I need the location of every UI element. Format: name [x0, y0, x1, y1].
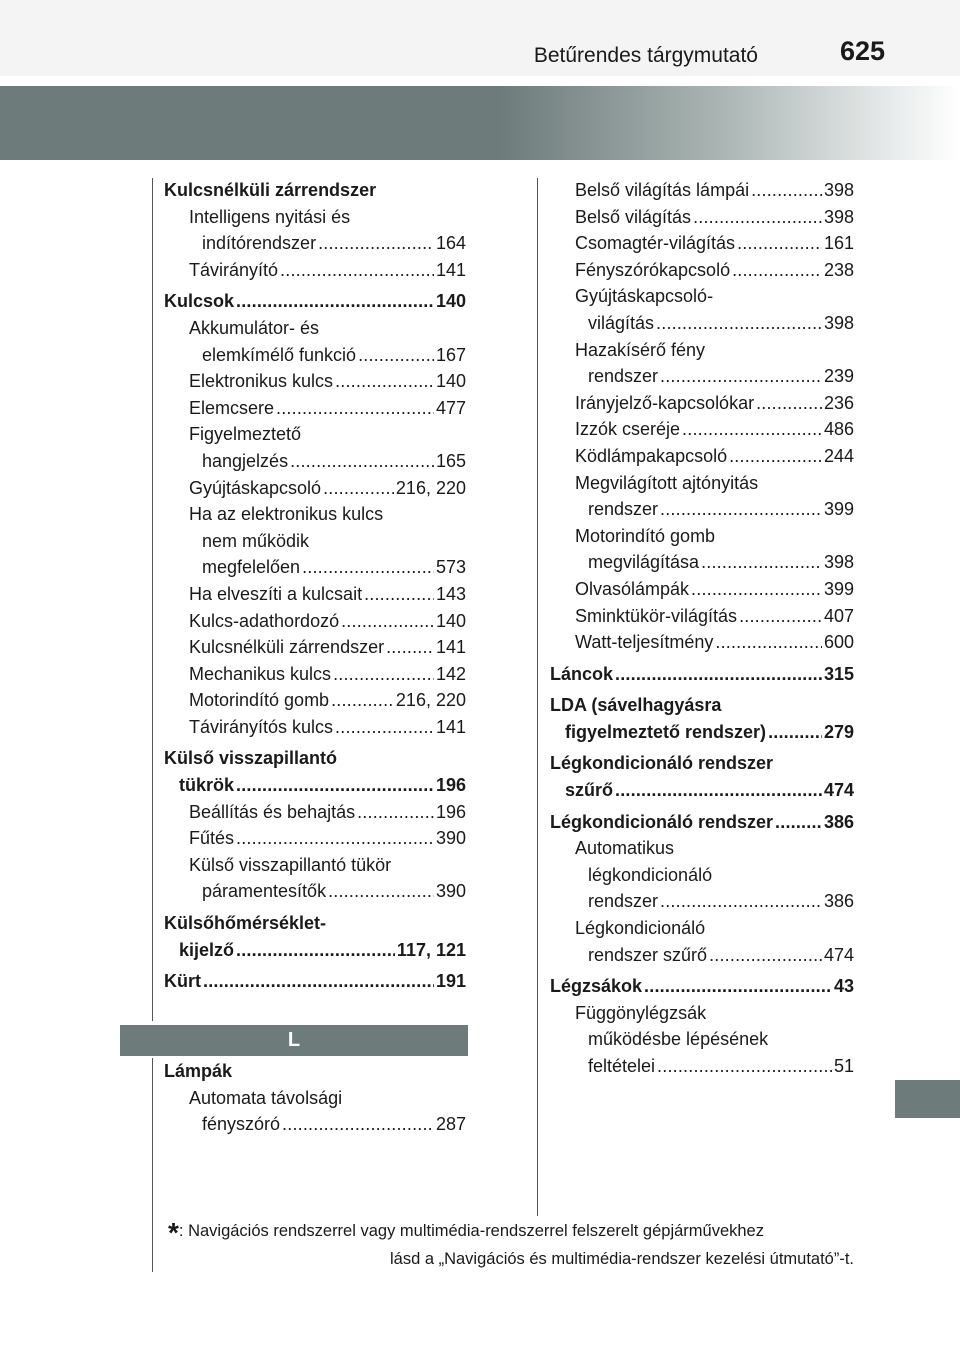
dot-leader: [282, 1111, 434, 1138]
index-entry-text: működésbe lépésének: [588, 1029, 769, 1050]
index-entry-page: 390: [435, 828, 466, 849]
index-entry-text: megfelelően: [202, 557, 301, 578]
index-entry-text: Elemcsere: [189, 397, 275, 418]
index-entry-page: 399: [823, 499, 854, 520]
index-entry: [164, 852, 466, 905]
index-entry: [550, 257, 854, 284]
index-entry: [164, 745, 466, 798]
index-entry-text: Belső világítás lámpái: [575, 180, 750, 200]
index-entry-text: Olvasólámpák: [575, 578, 690, 599]
index-entry-page: 398: [823, 206, 854, 227]
index-entry: [164, 501, 466, 581]
dot-leader: [739, 603, 822, 630]
index-entry: [164, 421, 466, 474]
index-entry-text: Fűtés: [189, 828, 235, 849]
index-entry-text: tükrök: [179, 775, 235, 796]
index-entry-page: 51: [833, 1056, 854, 1076]
index-entry: [164, 204, 466, 257]
dot-leader: [732, 257, 822, 284]
index-entry-text: Gyújtáskapcsoló: [189, 477, 322, 498]
index-entry-page: 474: [823, 944, 854, 965]
index-entry-page: 141: [435, 259, 466, 280]
index-column-right: [550, 177, 854, 1080]
index-entry-text: Láncok: [550, 663, 614, 684]
index-entry: [550, 283, 854, 336]
dot-leader: [737, 230, 822, 257]
dot-leader: [236, 825, 434, 852]
index-entry-page: 390: [435, 881, 466, 902]
index-entry-text: Kulcsok: [164, 291, 235, 312]
index-entry-page: 140: [435, 291, 466, 312]
index-entry-page: 386: [823, 891, 854, 912]
index-entry-text: Külső visszapillantó: [164, 748, 338, 769]
index-entry-text: Intelligens nyitási és: [189, 206, 351, 227]
index-entry-page: 216, 220: [395, 690, 466, 711]
index-entry-page: 141: [435, 716, 466, 737]
index-entry-page: 167: [435, 344, 466, 365]
dot-leader: [660, 888, 822, 915]
index-entry-text: Automata távolsági: [189, 1087, 343, 1108]
index-entry-page: 141: [435, 637, 466, 658]
dot-leader: [701, 549, 822, 576]
dot-leader: [364, 581, 434, 608]
index-entry-text: Légkondicionáló: [575, 918, 706, 939]
index-entry: [550, 523, 854, 576]
index-entry: [550, 603, 854, 630]
dot-leader: [236, 937, 395, 964]
index-entry: [164, 368, 466, 395]
index-entry-page: 238: [823, 259, 854, 280]
index-entry-text: Figyelmeztető: [189, 424, 302, 445]
index-entry-page: 399: [823, 578, 854, 599]
dot-leader: [615, 777, 822, 804]
index-entry-text: világítás: [588, 312, 655, 333]
index-entry: [164, 687, 466, 714]
index-entry: [164, 1058, 466, 1085]
index-entry-text: Hazakísérő fény: [575, 339, 706, 360]
footnote: [168, 1218, 854, 1272]
index-entry-text: Távirányítós kulcs: [189, 716, 334, 737]
index-entry-text: Gyújtáskapcsoló-: [575, 286, 714, 307]
index-entry-text: rendszer: [588, 366, 659, 387]
dot-leader: [290, 448, 434, 475]
index-entry: [164, 714, 466, 741]
index-entry: [550, 809, 854, 836]
index-entry-text: Beállítás és behajtás: [189, 801, 356, 822]
index-entry: [164, 825, 466, 852]
index-entry-page: 216, 220: [395, 477, 466, 498]
index-entry: [164, 257, 466, 284]
index-entry-page: 477: [435, 397, 466, 418]
index-entry-page: 191: [435, 971, 466, 992]
index-entry-text: Izzók cseréje: [575, 419, 681, 440]
dot-leader: [323, 475, 394, 502]
index-entry: [550, 915, 854, 968]
dot-leader: [691, 576, 822, 603]
index-entry-text: Mechanikus kulcs: [189, 663, 332, 684]
index-entry: [550, 230, 854, 257]
index-entry-page: 315: [823, 663, 854, 684]
index-entry: [550, 416, 854, 443]
index-entry-page: 117, 121: [396, 939, 466, 960]
index-entry-text: Motorindító gomb: [189, 690, 330, 711]
index-entry-page: 165: [435, 450, 466, 471]
dot-leader: [644, 973, 832, 1000]
index-entry-text: Kulcsnélküli zárrendszer: [189, 637, 385, 658]
index-entry: [550, 1000, 854, 1080]
dot-leader: [657, 1053, 832, 1080]
dot-leader: [768, 719, 822, 746]
index-entry: [550, 177, 854, 204]
footnote-text-1: : Navigációs rendszerrel vagy multimédia-rendszerrel felszerelt gépjárművekhez: [178, 1222, 764, 1240]
index-entry-page: 474: [823, 780, 854, 801]
index-entry-page: 236: [823, 392, 854, 413]
dot-leader: [751, 177, 822, 204]
index-entry: [550, 973, 854, 1000]
footnote-marker: *: [168, 1217, 179, 1248]
index-entry: [550, 835, 854, 915]
index-entry-text: Külsőhőmérséklet-: [164, 913, 327, 934]
index-side-tab: [895, 1080, 960, 1118]
index-entry: [164, 581, 466, 608]
index-entry-page: 140: [435, 610, 466, 631]
dot-leader: [660, 363, 822, 390]
dot-leader: [276, 395, 434, 422]
index-entry: [550, 576, 854, 603]
index-entry-text: kijelző: [179, 939, 235, 960]
index-entry-page: 239: [823, 366, 854, 387]
index-entry-text: Watt-teljesítmény: [575, 632, 714, 653]
index-entry: [164, 177, 466, 204]
index-entry: [164, 315, 466, 368]
index-entry-text: fényszóró: [202, 1114, 281, 1135]
footnote-line-2: lásd a „Navigációs és multimédia-rendszer kezelési útmutató”-t.: [389, 1250, 854, 1268]
index-entry-text: elemkímélő funkció: [202, 344, 357, 365]
index-entry: [550, 204, 854, 231]
index-entry-text: Csomagtér-világítás: [575, 233, 736, 254]
dot-leader: [386, 634, 434, 661]
dot-leader: [280, 257, 434, 284]
index-entry: [164, 661, 466, 688]
page-number: 625: [839, 36, 885, 66]
index-entry-text: feltételei: [588, 1056, 656, 1076]
index-entry-text: Elektronikus kulcs: [189, 371, 334, 392]
dot-leader: [358, 342, 434, 369]
dot-leader: [615, 661, 822, 688]
index-entry-text: Függönylégzsák: [575, 1002, 707, 1023]
index-entry-page: 43: [833, 976, 854, 997]
index-entry-text: LDA (sávelhagyásra: [550, 695, 722, 716]
index-entry: [550, 390, 854, 417]
index-entry-text: Légkondicionáló rendszer: [550, 753, 774, 774]
index-entry-page: 164: [435, 233, 466, 254]
index-entry-text: rendszer: [588, 891, 659, 912]
index-entry-text: Légkondicionáló rendszer: [550, 811, 774, 832]
index-entry: [550, 692, 854, 745]
dot-leader: [335, 368, 434, 395]
index-entry-page: 386: [823, 811, 854, 832]
index-entry: [164, 1085, 466, 1138]
dot-leader: [203, 968, 434, 995]
header-strip: [0, 0, 960, 76]
index-entry: [164, 799, 466, 826]
dot-leader: [328, 878, 434, 905]
index-entry-text: Akkumulátor- és: [189, 317, 320, 338]
index-entry: [164, 968, 466, 995]
index-entry: [164, 634, 466, 661]
dot-leader: [302, 554, 434, 581]
index-entry: [550, 337, 854, 390]
section-letter-bar: L: [120, 1025, 468, 1056]
index-entry-text: Légzsákok: [550, 976, 643, 997]
index-entry-text: Kulcs-adathordozó: [189, 610, 340, 631]
index-entry-page: 573: [435, 557, 466, 578]
index-entry-text: Lámpák: [164, 1061, 233, 1081]
index-entry-text: Kulcsnélküli zárrendszer: [164, 180, 377, 200]
index-entry-page: 140: [435, 371, 466, 392]
index-entry-page: 287: [435, 1114, 466, 1135]
index-entry-text: megvilágítása: [588, 552, 700, 573]
index-entry-text: Ha elveszíti a kulcsait: [189, 583, 363, 604]
index-entry-page: 486: [823, 419, 854, 440]
index-entry-text: Irányjelző-kapcsolókar: [575, 392, 755, 413]
index-entry-text: rendszer szűrő: [588, 944, 708, 965]
index-entry-page: 600: [823, 632, 854, 653]
index-entry-text: páramentesítők: [202, 881, 327, 902]
index-entry-text: Kürt: [164, 971, 201, 992]
page-title: Betűrendes tárgymutató: [533, 44, 758, 67]
dot-leader: [660, 496, 822, 523]
index-entry-page: 244: [823, 445, 854, 466]
index-entry-page: 279: [823, 721, 854, 742]
index-entry-text: légkondicionáló: [588, 864, 713, 885]
left-column-rule: [152, 178, 153, 1021]
index-entry-text: nem működik: [202, 530, 310, 551]
index-entry-text: Motorindító gomb: [575, 525, 716, 546]
index-entry: [550, 750, 854, 803]
dot-leader: [318, 230, 434, 257]
index-entry-page: 142: [435, 663, 466, 684]
dot-leader: [335, 714, 434, 741]
dot-leader: [656, 310, 822, 337]
index-entry: [550, 470, 854, 523]
dot-leader: [333, 661, 434, 688]
index-entry-text: Ha az elektronikus kulcs: [189, 504, 384, 525]
index-entry-page: 196: [435, 801, 466, 822]
index-entry-text: Sminktükör-világítás: [575, 605, 738, 626]
dot-leader: [693, 204, 822, 231]
dot-leader: [756, 390, 822, 417]
dot-leader: [715, 629, 822, 656]
left-column-rule-lower: [152, 1058, 153, 1272]
header-banner: [0, 86, 960, 160]
index-entry-page: 161: [823, 233, 854, 254]
index-entry-text: figyelmeztető rendszer): [565, 721, 767, 742]
dot-leader: [331, 687, 394, 714]
index-entry: [550, 629, 854, 656]
index-entry-text: rendszer: [588, 499, 659, 520]
index-entry-text: szűrő: [565, 780, 614, 801]
index-column-left: [164, 177, 466, 995]
dot-leader: [775, 809, 822, 836]
index-entry-page: 196: [435, 775, 466, 796]
index-entry-text: Távirányító: [189, 259, 279, 280]
index-entry-page: 407: [823, 605, 854, 626]
index-entry: [550, 661, 854, 688]
dot-leader: [709, 942, 822, 969]
dot-leader: [357, 799, 434, 826]
index-entry-text: hangjelzés: [202, 450, 289, 471]
index-entry-text: Ködlámpakapcsoló: [575, 445, 728, 466]
index-entry-page: 143: [435, 583, 466, 604]
index-entry: [164, 910, 466, 963]
footnote-line-1: [168, 1218, 854, 1246]
index-entry-text: Belső világítás: [575, 206, 692, 227]
index-entry: [164, 608, 466, 635]
index-entry-text: Fényszórókapcsoló: [575, 259, 731, 280]
dot-leader: [729, 443, 822, 470]
index-entry-text: Megvilágított ajtónyitás: [575, 472, 759, 493]
index-entry-text: Külső visszapillantó tükör: [189, 854, 392, 875]
index-entry: [550, 443, 854, 470]
dot-leader: [682, 416, 822, 443]
index-entry-page: 398: [823, 312, 854, 333]
index-entry-text: Automatikus: [575, 838, 675, 859]
index-entry: [164, 395, 466, 422]
dot-leader: [341, 608, 434, 635]
index-entry-page: 398: [823, 180, 854, 200]
dot-leader: [236, 772, 434, 799]
index-entry-text: indítórendszer: [202, 233, 317, 254]
index-entry: [164, 475, 466, 502]
dot-leader: [236, 288, 434, 315]
index-entry: [164, 288, 466, 315]
index-section-l: [164, 1058, 466, 1138]
center-column-rule: [537, 178, 538, 1216]
index-entry-page: 398: [823, 552, 854, 573]
